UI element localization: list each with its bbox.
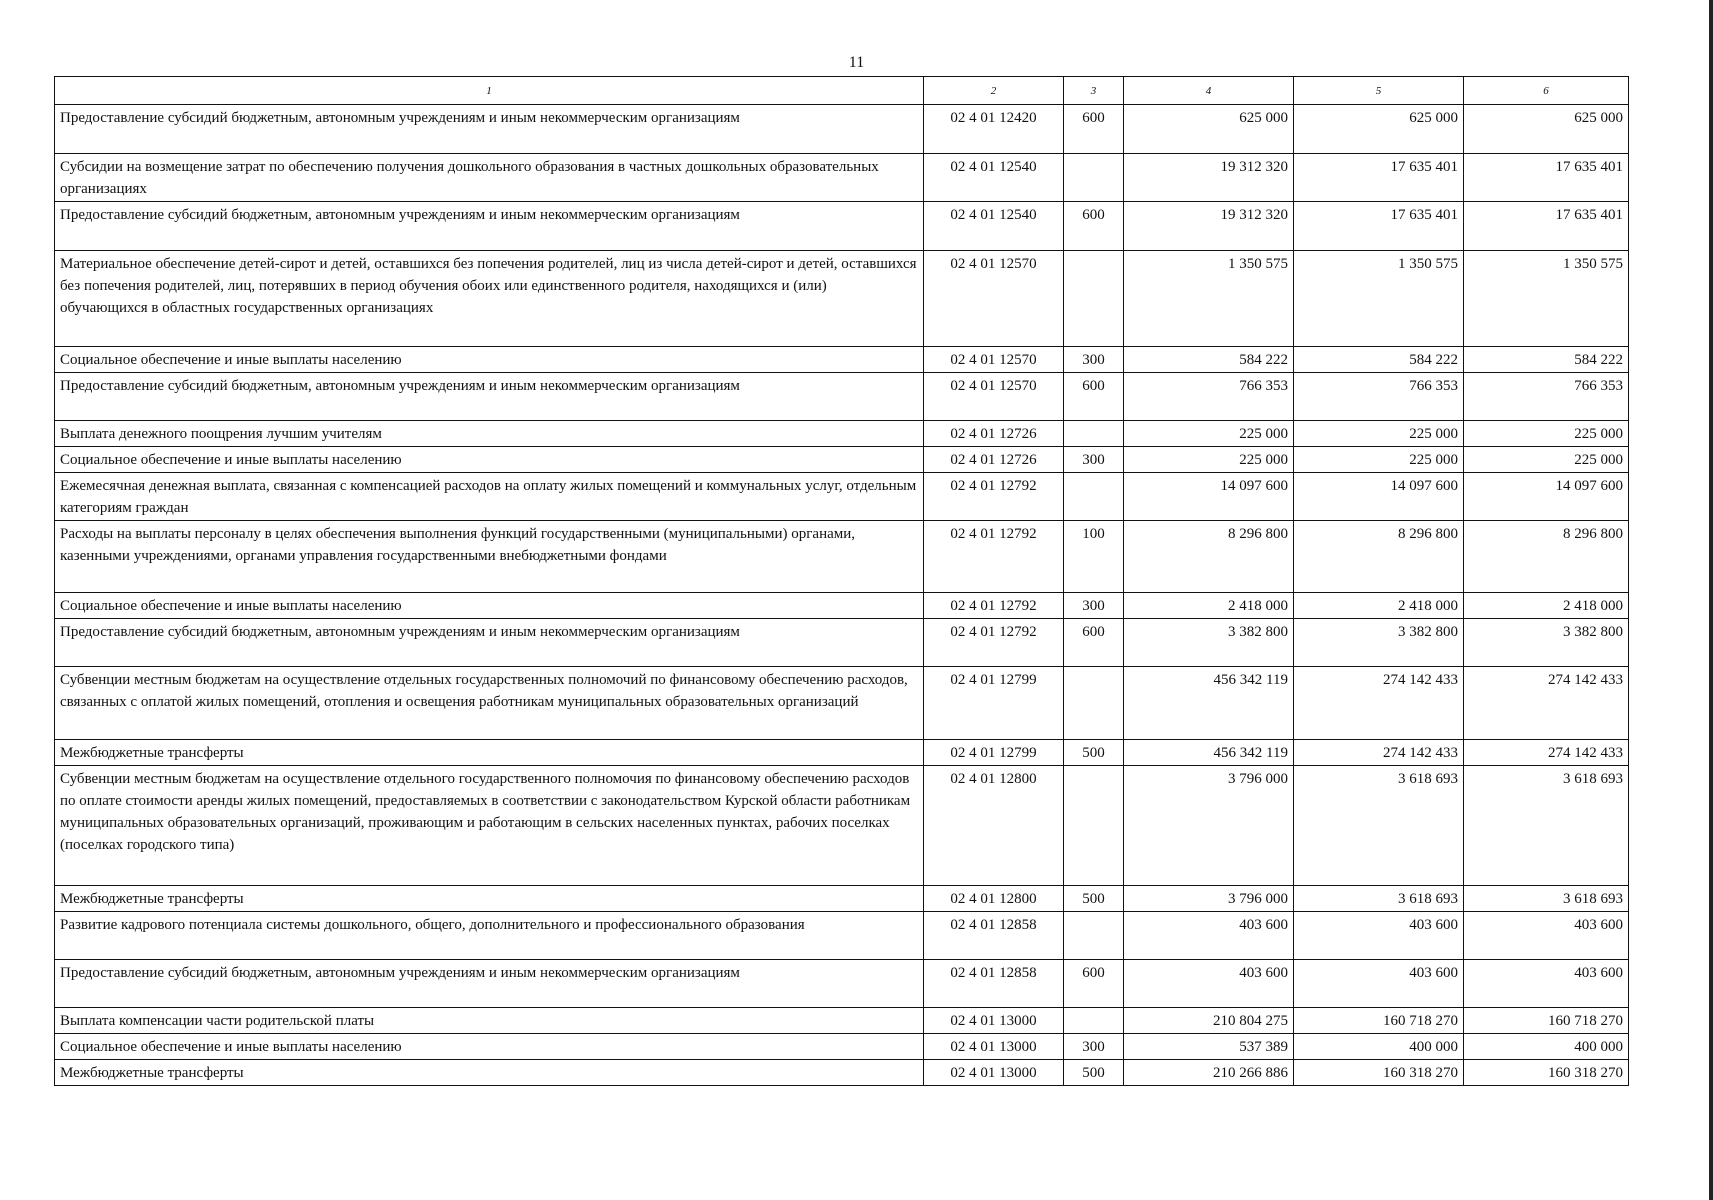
- column-number-3: 3: [1064, 77, 1124, 105]
- row-amount-2: 17 635 401: [1294, 154, 1464, 202]
- table-row: [55, 521, 1629, 593]
- row-name: Выплата компенсации части родительской платы: [55, 1008, 924, 1034]
- row-amount-1: 210 266 886: [1124, 1060, 1294, 1086]
- row-code: 02 4 01 13000: [924, 1060, 1064, 1086]
- row-expense-type: 600: [1064, 960, 1124, 1008]
- row-code: 02 4 01 12540: [924, 202, 1064, 251]
- row-expense-type: 500: [1064, 740, 1124, 766]
- row-code: 02 4 01 12800: [924, 766, 1064, 886]
- table-row: [55, 473, 1629, 521]
- row-expense-type: [1064, 154, 1124, 202]
- row-amount-1: 537 389: [1124, 1034, 1294, 1060]
- row-name: Предоставление субсидий бюджетным, автономным учреждениям и иным некоммерческим организациям: [55, 619, 924, 667]
- table-row: [55, 1060, 1629, 1086]
- table-row: [55, 619, 1629, 667]
- row-name: Материальное обеспечение детей-сирот и детей, оставшихся без попечения родителей, лиц из числа детей-сирот и детей, оставшихся без попечения родителей, лиц, потерявших в период обучения обоих или единственного родителя, находящихся и (или) обучающихся в областных государственных организациях: [55, 251, 924, 347]
- row-amount-1: 3 796 000: [1124, 766, 1294, 886]
- row-amount-3: 2 418 000: [1464, 593, 1629, 619]
- row-amount-3: 225 000: [1464, 421, 1629, 447]
- row-code: 02 4 01 12570: [924, 251, 1064, 347]
- row-amount-1: 403 600: [1124, 960, 1294, 1008]
- row-amount-3: 225 000: [1464, 447, 1629, 473]
- row-amount-1: 225 000: [1124, 447, 1294, 473]
- row-code: 02 4 01 12726: [924, 447, 1064, 473]
- row-name: Субвенции местным бюджетам на осуществление отдельных государственных полномочий по финансовому обеспечению расходов, связанных с оплатой жилых помещений, отопления и освещения работникам муниципальных образовательных организаций: [55, 667, 924, 740]
- row-amount-3: 3 618 693: [1464, 766, 1629, 886]
- row-amount-1: 210 804 275: [1124, 1008, 1294, 1034]
- row-expense-type: 300: [1064, 1034, 1124, 1060]
- column-number-2: 2: [924, 77, 1064, 105]
- row-name: Субсидии на возмещение затрат по обеспечению получения дошкольного образования в частных дошкольных образовательных организациях: [55, 154, 924, 202]
- budget-table: [54, 76, 1629, 1086]
- row-amount-3: 17 635 401: [1464, 154, 1629, 202]
- row-amount-1: 403 600: [1124, 912, 1294, 960]
- row-code: 02 4 01 12858: [924, 912, 1064, 960]
- table-row: [55, 960, 1629, 1008]
- row-name: Социальное обеспечение и иные выплаты населению: [55, 347, 924, 373]
- row-name: Межбюджетные трансферты: [55, 1060, 924, 1086]
- row-name: Выплата денежного поощрения лучшим учителям: [55, 421, 924, 447]
- row-amount-3: 403 600: [1464, 960, 1629, 1008]
- column-number-row: [55, 77, 1629, 105]
- row-amount-2: 274 142 433: [1294, 740, 1464, 766]
- row-code: 02 4 01 12792: [924, 619, 1064, 667]
- row-amount-3: 14 097 600: [1464, 473, 1629, 521]
- table-row: [55, 1008, 1629, 1034]
- row-amount-1: 1 350 575: [1124, 251, 1294, 347]
- table-row: [55, 667, 1629, 740]
- row-amount-1: 456 342 119: [1124, 667, 1294, 740]
- row-expense-type: [1064, 912, 1124, 960]
- row-amount-3: 3 382 800: [1464, 619, 1629, 667]
- table-row: [55, 447, 1629, 473]
- row-expense-type: [1064, 473, 1124, 521]
- row-amount-2: 403 600: [1294, 960, 1464, 1008]
- row-amount-2: 584 222: [1294, 347, 1464, 373]
- table-row: [55, 1034, 1629, 1060]
- row-amount-2: 160 718 270: [1294, 1008, 1464, 1034]
- row-code: 02 4 01 12858: [924, 960, 1064, 1008]
- row-amount-1: 2 418 000: [1124, 593, 1294, 619]
- row-amount-2: 8 296 800: [1294, 521, 1464, 593]
- table-row: [55, 421, 1629, 447]
- row-expense-type: 600: [1064, 373, 1124, 421]
- row-amount-1: 3 796 000: [1124, 886, 1294, 912]
- row-name: Развитие кадрового потенциала системы дошкольного, общего, дополнительного и профессионального образования: [55, 912, 924, 960]
- row-amount-3: 584 222: [1464, 347, 1629, 373]
- row-expense-type: [1064, 667, 1124, 740]
- row-code: 02 4 01 12799: [924, 667, 1064, 740]
- table-row: [55, 154, 1629, 202]
- row-name: Социальное обеспечение и иные выплаты населению: [55, 447, 924, 473]
- row-name: Предоставление субсидий бюджетным, автономным учреждениям и иным некоммерческим организациям: [55, 960, 924, 1008]
- row-name: Социальное обеспечение и иные выплаты населению: [55, 1034, 924, 1060]
- row-name: Социальное обеспечение и иные выплаты населению: [55, 593, 924, 619]
- row-code: 02 4 01 12420: [924, 105, 1064, 154]
- row-amount-2: 17 635 401: [1294, 202, 1464, 251]
- row-amount-2: 3 382 800: [1294, 619, 1464, 667]
- row-amount-2: 3 618 693: [1294, 886, 1464, 912]
- table-row: [55, 593, 1629, 619]
- row-amount-3: 1 350 575: [1464, 251, 1629, 347]
- column-number-4: 4: [1124, 77, 1294, 105]
- row-code: 02 4 01 12540: [924, 154, 1064, 202]
- row-amount-1: 456 342 119: [1124, 740, 1294, 766]
- row-code: 02 4 01 12792: [924, 473, 1064, 521]
- row-expense-type: 100: [1064, 521, 1124, 593]
- table-row: [55, 202, 1629, 251]
- column-number-1: 1: [55, 77, 924, 105]
- row-amount-2: 400 000: [1294, 1034, 1464, 1060]
- column-number-5: 5: [1294, 77, 1464, 105]
- row-amount-3: 3 618 693: [1464, 886, 1629, 912]
- row-code: 02 4 01 13000: [924, 1008, 1064, 1034]
- row-name: Расходы на выплаты персоналу в целях обеспечения выполнения функций государственными (муниципальными) органами, казенными учреждениями, органами управления государственными внебюджетными фондами: [55, 521, 924, 593]
- table-row: [55, 886, 1629, 912]
- table-row: [55, 912, 1629, 960]
- row-name: Предоставление субсидий бюджетным, автономным учреждениям и иным некоммерческим организациям: [55, 373, 924, 421]
- row-code: 02 4 01 13000: [924, 1034, 1064, 1060]
- row-amount-3: 274 142 433: [1464, 667, 1629, 740]
- row-name: Предоставление субсидий бюджетным, автономным учреждениям и иным некоммерческим организациям: [55, 105, 924, 154]
- row-amount-2: 225 000: [1294, 447, 1464, 473]
- row-amount-3: 625 000: [1464, 105, 1629, 154]
- row-amount-2: 14 097 600: [1294, 473, 1464, 521]
- row-code: 02 4 01 12792: [924, 521, 1064, 593]
- row-amount-3: 400 000: [1464, 1034, 1629, 1060]
- table-row: [55, 105, 1629, 154]
- table-row: [55, 766, 1629, 886]
- row-code: 02 4 01 12800: [924, 886, 1064, 912]
- row-code: 02 4 01 12570: [924, 347, 1064, 373]
- row-name: Предоставление субсидий бюджетным, автономным учреждениям и иным некоммерческим организациям: [55, 202, 924, 251]
- row-expense-type: 600: [1064, 105, 1124, 154]
- row-amount-3: 766 353: [1464, 373, 1629, 421]
- row-amount-1: 8 296 800: [1124, 521, 1294, 593]
- row-name: Субвенции местным бюджетам на осуществление отдельного государственного полномочия по финансовому обеспечению расходов по оплате стоимости аренды жилых помещений, предоставляемых в соответствии с законодательством Курской области работникам муниципальных образовательных организаций, проживающим и работающим в сельских населенных пунктах, рабочих поселках (поселках городского типа): [55, 766, 924, 886]
- row-amount-2: 225 000: [1294, 421, 1464, 447]
- row-expense-type: 300: [1064, 593, 1124, 619]
- row-code: 02 4 01 12799: [924, 740, 1064, 766]
- row-amount-1: 19 312 320: [1124, 154, 1294, 202]
- table-row: [55, 251, 1629, 347]
- row-amount-2: 1 350 575: [1294, 251, 1464, 347]
- row-amount-2: 625 000: [1294, 105, 1464, 154]
- row-expense-type: 600: [1064, 202, 1124, 251]
- row-amount-2: 766 353: [1294, 373, 1464, 421]
- row-expense-type: 600: [1064, 619, 1124, 667]
- row-amount-1: 14 097 600: [1124, 473, 1294, 521]
- page-number: 11: [848, 54, 865, 71]
- row-expense-type: [1064, 1008, 1124, 1034]
- row-amount-3: 17 635 401: [1464, 202, 1629, 251]
- row-expense-type: [1064, 421, 1124, 447]
- row-amount-3: 403 600: [1464, 912, 1629, 960]
- scan-edge: [1709, 0, 1713, 1200]
- row-amount-2: 403 600: [1294, 912, 1464, 960]
- row-expense-type: 300: [1064, 347, 1124, 373]
- row-amount-3: 274 142 433: [1464, 740, 1629, 766]
- row-code: 02 4 01 12726: [924, 421, 1064, 447]
- table-row: [55, 373, 1629, 421]
- column-number-6: 6: [1464, 77, 1629, 105]
- row-amount-3: 8 296 800: [1464, 521, 1629, 593]
- row-code: 02 4 01 12792: [924, 593, 1064, 619]
- row-expense-type: 500: [1064, 1060, 1124, 1086]
- row-code: 02 4 01 12570: [924, 373, 1064, 421]
- row-name: Ежемесячная денежная выплата, связанная с компенсацией расходов на оплату жилых помещений и коммунальных услуг, отдельным категориям граждан: [55, 473, 924, 521]
- row-expense-type: [1064, 766, 1124, 886]
- row-amount-1: 19 312 320: [1124, 202, 1294, 251]
- row-amount-1: 584 222: [1124, 347, 1294, 373]
- row-amount-3: 160 318 270: [1464, 1060, 1629, 1086]
- row-amount-2: 160 318 270: [1294, 1060, 1464, 1086]
- row-name: Межбюджетные трансферты: [55, 740, 924, 766]
- row-amount-1: 3 382 800: [1124, 619, 1294, 667]
- row-amount-1: 625 000: [1124, 105, 1294, 154]
- row-expense-type: 300: [1064, 447, 1124, 473]
- table-row: [55, 740, 1629, 766]
- row-expense-type: [1064, 251, 1124, 347]
- row-amount-1: 766 353: [1124, 373, 1294, 421]
- row-amount-2: 274 142 433: [1294, 667, 1464, 740]
- row-name: Межбюджетные трансферты: [55, 886, 924, 912]
- row-expense-type: 500: [1064, 886, 1124, 912]
- row-amount-2: 2 418 000: [1294, 593, 1464, 619]
- row-amount-2: 3 618 693: [1294, 766, 1464, 886]
- row-amount-3: 160 718 270: [1464, 1008, 1629, 1034]
- table-row: [55, 347, 1629, 373]
- row-amount-1: 225 000: [1124, 421, 1294, 447]
